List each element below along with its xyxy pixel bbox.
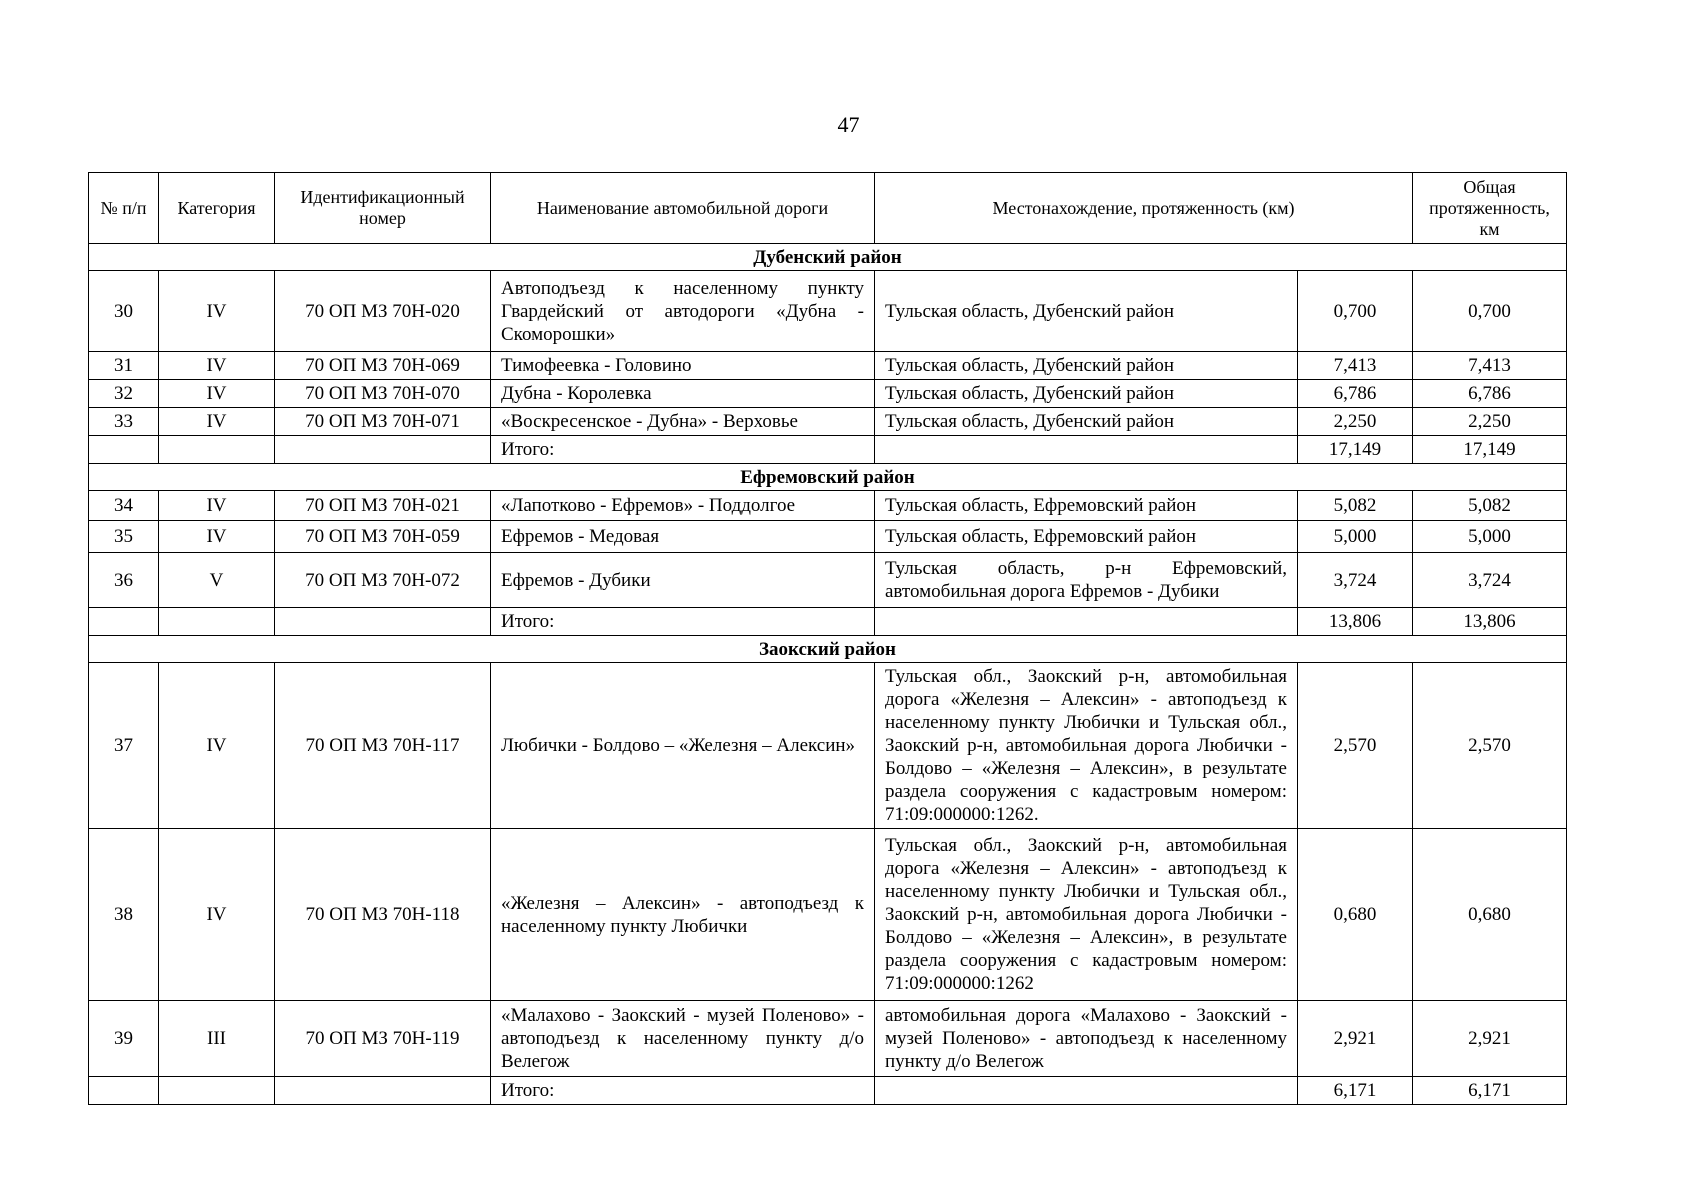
- cell-length: 5,082: [1298, 491, 1413, 521]
- cell-id: 70 ОП МЗ 70Н-071: [275, 408, 491, 436]
- cell-id: 70 ОП МЗ 70Н-069: [275, 352, 491, 380]
- cell-num: 32: [89, 380, 159, 408]
- cell-category: IV: [159, 521, 275, 553]
- header-row: [89, 173, 1567, 244]
- cell-total: 2,250: [1413, 408, 1567, 436]
- cell-road-name: Ефремов - Медовая: [491, 521, 875, 553]
- cell-location: автомобильная дорога «Малахово - Заокский - музей Поленово» - автоподъезд к населенному пункту д/о Велегож: [875, 1001, 1298, 1077]
- cell-id: 70 ОП МЗ 70Н-117: [275, 663, 491, 829]
- empty-cell: [875, 1077, 1298, 1105]
- total-length: 13,806: [1298, 608, 1413, 636]
- table-row: [89, 1001, 1567, 1077]
- total-label: Итого:: [491, 1077, 875, 1105]
- cell-num: 34: [89, 491, 159, 521]
- cell-total: 3,724: [1413, 553, 1567, 608]
- cell-length: 3,724: [1298, 553, 1413, 608]
- total-length: 6,171: [1298, 1077, 1413, 1105]
- cell-road-name: Тимофеевка - Головино: [491, 352, 875, 380]
- cell-num: 37: [89, 663, 159, 829]
- cell-num: 30: [89, 271, 159, 352]
- cell-category: IV: [159, 380, 275, 408]
- cell-category: IV: [159, 271, 275, 352]
- cell-num: 31: [89, 352, 159, 380]
- cell-total: 5,082: [1413, 491, 1567, 521]
- cell-total: 6,786: [1413, 380, 1567, 408]
- header-total-length: Общая протяженность, км: [1413, 173, 1567, 244]
- total-row: [89, 608, 1567, 636]
- cell-total: 7,413: [1413, 352, 1567, 380]
- cell-road-name: Дубна - Королевка: [491, 380, 875, 408]
- cell-id: 70 ОП МЗ 70Н-119: [275, 1001, 491, 1077]
- cell-total: 2,921: [1413, 1001, 1567, 1077]
- cell-length: 2,570: [1298, 663, 1413, 829]
- cell-category: IV: [159, 829, 275, 1001]
- cell-location: Тульская область, Дубенский район: [875, 380, 1298, 408]
- table-row: [89, 408, 1567, 436]
- table-row: [89, 663, 1567, 829]
- section-title: Ефремовский район: [89, 464, 1567, 491]
- empty-cell: [275, 1077, 491, 1105]
- cell-location: Тульская обл., Заокский р-н, автомобильная дорога «Железня – Алексин» - автоподъезд к населенному пункту Любички и Тульская обл., Заокский р-н, автомобильная дорога Любички - Болдово – «Железня – Алексин», в результате раздела сооружения с кадастровым номером: 71:09:000000:1262: [875, 829, 1298, 1001]
- roads-table: [88, 172, 1567, 1105]
- section-title: Заокский район: [89, 636, 1567, 663]
- cell-category: IV: [159, 408, 275, 436]
- cell-num: 33: [89, 408, 159, 436]
- cell-num: 39: [89, 1001, 159, 1077]
- cell-length: 5,000: [1298, 521, 1413, 553]
- table-row: [89, 553, 1567, 608]
- empty-cell: [875, 608, 1298, 636]
- cell-location: Тульская область, Дубенский район: [875, 408, 1298, 436]
- cell-road-name: «Воскресенское - Дубна» - Верховье: [491, 408, 875, 436]
- header-road-name: Наименование автомобильной дороги: [491, 173, 875, 244]
- cell-location: Тульская область, Ефремовский район: [875, 491, 1298, 521]
- cell-location: Тульская область, Дубенский район: [875, 352, 1298, 380]
- total-sum: 6,171: [1413, 1077, 1567, 1105]
- cell-category: IV: [159, 352, 275, 380]
- empty-cell: [89, 608, 159, 636]
- cell-num: 36: [89, 553, 159, 608]
- empty-cell: [875, 436, 1298, 464]
- cell-total: 5,000: [1413, 521, 1567, 553]
- cell-length: 6,786: [1298, 380, 1413, 408]
- cell-id: 70 ОП МЗ 70Н-118: [275, 829, 491, 1001]
- empty-cell: [89, 1077, 159, 1105]
- empty-cell: [159, 1077, 275, 1105]
- cell-length: 7,413: [1298, 352, 1413, 380]
- cell-location: Тульская область, р-н Ефремовский, автомобильная дорога Ефремов - Дубики: [875, 553, 1298, 608]
- total-label: Итого:: [491, 436, 875, 464]
- cell-location: Тульская область, Дубенский район: [875, 271, 1298, 352]
- cell-road-name: «Малахово - Заокский - музей Поленово» - автоподъезд к населенному пункту д/о Велегож: [491, 1001, 875, 1077]
- section-title-row: [89, 464, 1567, 491]
- empty-cell: [275, 608, 491, 636]
- cell-road-name: «Железня – Алексин» - автоподъезд к населенному пункту Любички: [491, 829, 875, 1001]
- cell-road-name: Любички - Болдово – «Железня – Алексин»: [491, 663, 875, 829]
- cell-total: 0,680: [1413, 829, 1567, 1001]
- cell-id: 70 ОП МЗ 70Н-070: [275, 380, 491, 408]
- header-id-number: Идентификационный номер: [275, 173, 491, 244]
- cell-location: Тульская область, Ефремовский район: [875, 521, 1298, 553]
- table-row: [89, 521, 1567, 553]
- empty-cell: [159, 608, 275, 636]
- cell-length: 0,680: [1298, 829, 1413, 1001]
- section-title-row: [89, 636, 1567, 663]
- cell-length: 2,921: [1298, 1001, 1413, 1077]
- empty-cell: [89, 436, 159, 464]
- total-sum: 13,806: [1413, 608, 1567, 636]
- cell-num: 35: [89, 521, 159, 553]
- total-row: [89, 436, 1567, 464]
- cell-category: IV: [159, 491, 275, 521]
- cell-category: III: [159, 1001, 275, 1077]
- header-num: № п/п: [89, 173, 159, 244]
- cell-length: 0,700: [1298, 271, 1413, 352]
- cell-id: 70 ОП МЗ 70Н-059: [275, 521, 491, 553]
- cell-total: 2,570: [1413, 663, 1567, 829]
- total-row: [89, 1077, 1567, 1105]
- cell-id: 70 ОП МЗ 70Н-020: [275, 271, 491, 352]
- empty-cell: [275, 436, 491, 464]
- cell-road-name: «Лапотково - Ефремов» - Поддолгое: [491, 491, 875, 521]
- cell-id: 70 ОП МЗ 70Н-021: [275, 491, 491, 521]
- cell-category: V: [159, 553, 275, 608]
- cell-road-name: Ефремов - Дубики: [491, 553, 875, 608]
- table-row: [89, 352, 1567, 380]
- table-row: [89, 271, 1567, 352]
- empty-cell: [159, 436, 275, 464]
- section-title: Дубенский район: [89, 244, 1567, 271]
- cell-length: 2,250: [1298, 408, 1413, 436]
- total-label: Итого:: [491, 608, 875, 636]
- cell-road-name: Автоподъезд к населенному пункту Гвардейский от автодороги «Дубна - Скоморошки»: [491, 271, 875, 352]
- table-row: [89, 380, 1567, 408]
- cell-location: Тульская обл., Заокский р-н, автомобильная дорога «Железня – Алексин» - автоподъезд к населенному пункту Любички и Тульская обл., Заокский р-н, автомобильная дорога Любички - Болдово – «Железня – Алексин», в результате раздела сооружения с кадастровым номером: 71:09:000000:1262.: [875, 663, 1298, 829]
- cell-id: 70 ОП МЗ 70Н-072: [275, 553, 491, 608]
- section-title-row: [89, 244, 1567, 271]
- page-number: 47: [837, 112, 860, 137]
- header-category: Категория: [159, 173, 275, 244]
- cell-total: 0,700: [1413, 271, 1567, 352]
- cell-num: 38: [89, 829, 159, 1001]
- cell-category: IV: [159, 663, 275, 829]
- header-location: Местонахождение, протяженность (км): [875, 173, 1413, 244]
- total-length: 17,149: [1298, 436, 1413, 464]
- table-row: [89, 829, 1567, 1001]
- table-row: [89, 491, 1567, 521]
- total-sum: 17,149: [1413, 436, 1567, 464]
